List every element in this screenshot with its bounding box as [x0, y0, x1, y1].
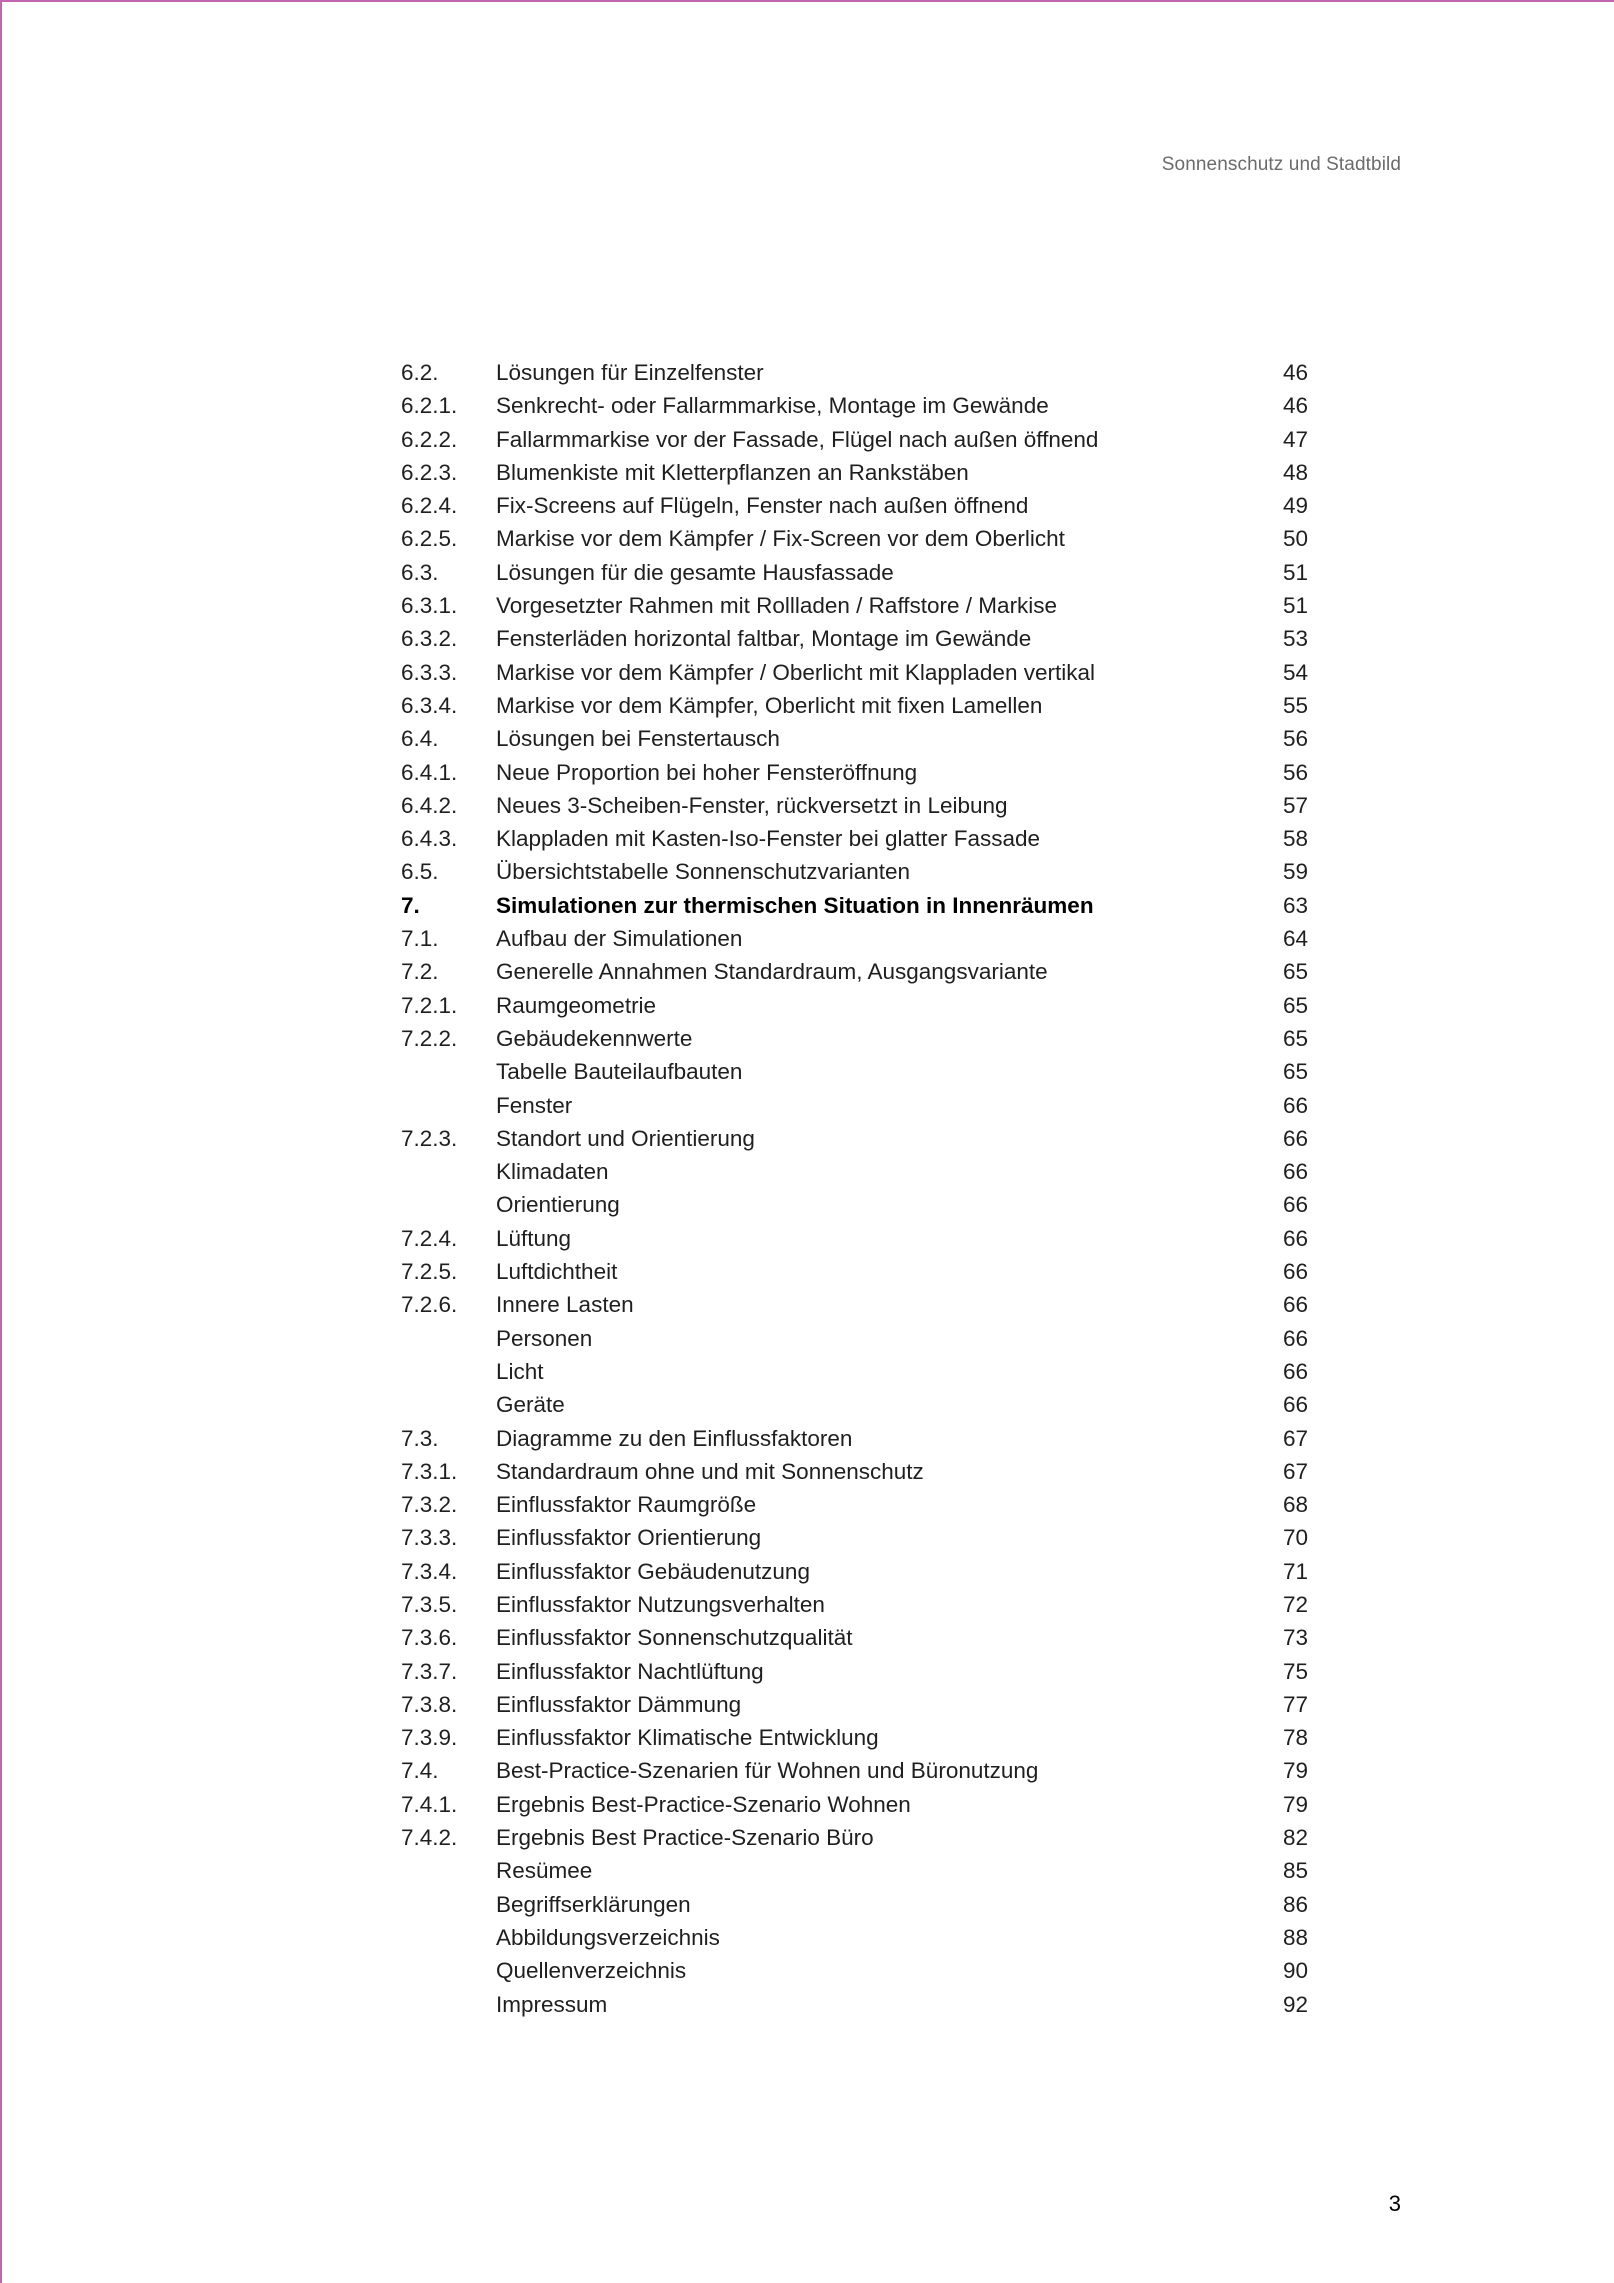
toc-entry-page: 77: [1282, 1691, 1308, 1717]
toc-entry-number: 7.3.9.: [401, 1725, 458, 1751]
toc-entry-title: Einflussfaktor Nutzungsverhalten: [496, 1591, 825, 1617]
toc-entry[interactable]: [401, 1754, 1308, 1787]
toc-entry-title: Innere Lasten: [496, 1292, 634, 1318]
toc-entry-title: Einflussfaktor Nachtlüftung: [496, 1658, 764, 1684]
toc-entry-number: 6.3.2.: [401, 626, 458, 652]
toc-entry-number: 7.3.2.: [401, 1492, 458, 1518]
toc-entry[interactable]: [401, 1621, 1308, 1654]
toc-entry-number: 6.2.5.: [401, 526, 458, 552]
toc-entry[interactable]: [401, 689, 1308, 722]
toc-entry[interactable]: [401, 456, 1308, 489]
toc-entry[interactable]: [401, 1089, 1308, 1122]
table-of-contents: [401, 356, 1308, 2021]
toc-entry-page: 49: [1282, 493, 1308, 519]
toc-entry-number: 7.3.3.: [401, 1525, 458, 1551]
toc-entry-number: 6.3.1.: [401, 593, 458, 619]
toc-entry-page: 63: [1282, 892, 1308, 918]
toc-entry-number: 7.3.: [401, 1425, 439, 1451]
toc-entry[interactable]: [401, 622, 1308, 655]
toc-entry[interactable]: [401, 1888, 1308, 1921]
toc-entry-page: 78: [1282, 1725, 1308, 1751]
toc-entry-number: 7.4.: [401, 1758, 439, 1784]
toc-entry-page: 75: [1282, 1658, 1308, 1684]
toc-entry-title: Begriffserklärungen: [496, 1891, 691, 1917]
toc-entry-number: 6.2.: [401, 360, 439, 385]
toc-entry[interactable]: [401, 922, 1308, 955]
toc-entry-title: Luftdichtheit: [496, 1259, 618, 1285]
toc-entry[interactable]: [401, 1022, 1308, 1055]
toc-entry[interactable]: [401, 1854, 1308, 1887]
toc-entry-title: Markise vor dem Kämpfer, Oberlicht mit fixen Lamellen: [496, 692, 1043, 718]
toc-entry-number: 6.3.: [401, 559, 439, 585]
toc-entry[interactable]: [401, 822, 1308, 855]
toc-entry-number: 6.5.: [401, 859, 439, 885]
toc-entry-page: 47: [1282, 426, 1308, 452]
toc-entry-title: Fallarmmarkise vor der Fassade, Flügel nach außen öffnend: [496, 426, 1099, 452]
toc-entry[interactable]: [401, 889, 1308, 922]
toc-entry-title: Einflussfaktor Klimatische Entwicklung: [496, 1725, 879, 1751]
toc-entry-title: Simulationen zur thermischen Situation in Innenräumen: [496, 892, 1094, 918]
toc-entry-title: Generelle Annahmen Standardraum, Ausgangsvariante: [496, 959, 1048, 985]
toc-entry-number: 7.2.3.: [401, 1125, 458, 1151]
toc-entry-title: Resümee: [496, 1858, 593, 1884]
toc-entry[interactable]: [401, 1388, 1308, 1421]
toc-entry-number: 7.3.8.: [401, 1691, 458, 1717]
toc-entry-title: Blumenkiste mit Kletterpflanzen an Rankstäben: [496, 459, 969, 485]
toc-entry-page: 56: [1282, 759, 1308, 785]
running-header: Sonnenschutz und Stadtbild: [1161, 154, 1401, 175]
toc-entry-title: Standort und Orientierung: [496, 1125, 755, 1151]
toc-entry-page: 65: [1282, 1059, 1308, 1085]
toc-entry-number: 6.4.2.: [401, 792, 458, 818]
toc-entry-page: 50: [1282, 526, 1308, 552]
toc-entry-number: 7.2.5.: [401, 1259, 458, 1285]
toc-entry[interactable]: [401, 356, 1308, 389]
toc-entry-number: 7.2.6.: [401, 1292, 458, 1318]
toc-entry-number: 7.3.6.: [401, 1625, 458, 1651]
toc-entry[interactable]: [401, 423, 1308, 456]
toc-entry-page: 66: [1282, 1092, 1308, 1118]
toc-entry-page: 85: [1282, 1858, 1308, 1884]
toc-entry[interactable]: [401, 1122, 1308, 1155]
toc-entry-page: 67: [1282, 1458, 1308, 1484]
toc-entry-title: Aufbau der Simulationen: [496, 926, 743, 952]
toc-entry-title: Markise vor dem Kämpfer / Oberlicht mit Klappladen vertikal: [496, 659, 1095, 685]
toc-entry-page: 65: [1282, 959, 1308, 985]
toc-entry-page: 90: [1282, 1958, 1308, 1984]
toc-entry-page: 66: [1282, 1392, 1308, 1418]
toc-entry[interactable]: [401, 789, 1308, 822]
toc-entry[interactable]: [401, 1155, 1308, 1188]
toc-entry-number: 6.2.4.: [401, 493, 458, 519]
toc-entry-title: Einflussfaktor Gebäudenutzung: [496, 1558, 810, 1584]
toc-entry-title: Klimadaten: [496, 1159, 609, 1185]
toc-entry-page: 92: [1282, 1991, 1308, 2017]
toc-entry[interactable]: [401, 1455, 1308, 1488]
toc-entry-page: 56: [1282, 726, 1308, 752]
toc-entry-number: 7.2.: [401, 959, 439, 985]
toc-entry-number: 7.3.1.: [401, 1458, 458, 1484]
toc-entry-number: 7.4.2.: [401, 1825, 458, 1851]
toc-entry[interactable]: [401, 1188, 1308, 1221]
toc-entry[interactable]: [401, 1288, 1308, 1321]
toc-entry-page: 55: [1282, 692, 1308, 718]
toc-entry-page: 71: [1282, 1558, 1308, 1584]
toc-entry[interactable]: [401, 1788, 1308, 1821]
toc-entry-page: 66: [1282, 1259, 1308, 1285]
toc-entry-page: 66: [1282, 1225, 1308, 1251]
toc-entry[interactable]: [401, 556, 1308, 589]
toc-entry-title: Licht: [496, 1358, 544, 1384]
toc-entry-page: 79: [1282, 1791, 1308, 1817]
toc-entry-title: Fensterläden horizontal faltbar, Montage im Gewände: [496, 626, 1032, 652]
toc-entry-number: 7.2.2.: [401, 1025, 458, 1051]
toc-entry-page: 46: [1282, 393, 1308, 419]
toc-entry-title: Lösungen für die gesamte Hausfassade: [496, 559, 894, 585]
toc-entry-title: Fix-Screens auf Flügeln, Fenster nach außen öffnend: [496, 493, 1029, 519]
toc-entry-page: 48: [1282, 459, 1308, 485]
toc-entry-title: Ergebnis Best-Practice-Szenario Wohnen: [496, 1791, 911, 1817]
toc-entry[interactable]: [401, 1588, 1308, 1621]
toc-entry-page: 59: [1282, 859, 1308, 885]
toc-entry-number: 7.3.5.: [401, 1591, 458, 1617]
toc-entry-title: Einflussfaktor Raumgröße: [496, 1492, 757, 1518]
toc-entry[interactable]: [401, 1721, 1308, 1754]
toc-entry[interactable]: [401, 1521, 1308, 1554]
toc-entry-number: 6.4.1.: [401, 759, 458, 785]
toc-entry-page: 65: [1282, 1025, 1308, 1051]
toc-entry-number: 7.1.: [401, 926, 439, 952]
toc-entry[interactable]: [401, 955, 1308, 988]
toc-entry-number: 6.4.3.: [401, 826, 458, 852]
toc-entry-page: 67: [1282, 1425, 1308, 1451]
toc-entry[interactable]: [401, 1555, 1308, 1588]
toc-entry-page: 72: [1282, 1591, 1308, 1617]
toc-entry-page: 82: [1282, 1825, 1308, 1851]
toc-entry-number: 6.2.1.: [401, 393, 458, 419]
toc-entry[interactable]: [401, 489, 1308, 522]
toc-entry-page: 46: [1282, 360, 1308, 385]
toc-entry-title: Einflussfaktor Sonnenschutzqualität: [496, 1625, 853, 1651]
toc-entry-title: Neue Proportion bei hoher Fensteröffnung: [496, 759, 918, 785]
toc-entry[interactable]: [401, 1488, 1308, 1521]
toc-entry[interactable]: [401, 589, 1308, 622]
toc-entry-number: 7.: [401, 892, 420, 918]
toc-entry-number: 6.4.: [401, 726, 439, 752]
toc-entry-title: Neues 3-Scheiben-Fenster, rückversetzt in Leibung: [496, 792, 1008, 818]
toc-entry[interactable]: [401, 1422, 1308, 1455]
toc-entry-page: 86: [1282, 1891, 1308, 1917]
toc-entry-title: Geräte: [496, 1392, 565, 1418]
toc-entry-page: 73: [1282, 1625, 1308, 1651]
toc-entry-title: Fenster: [496, 1092, 573, 1118]
toc-entry[interactable]: [401, 756, 1308, 789]
toc-entry-title: Einflussfaktor Dämmung: [496, 1691, 742, 1717]
toc-entry-page: 54: [1282, 659, 1308, 685]
toc-entry-title: Orientierung: [496, 1192, 620, 1218]
toc-entry-title: Klappladen mit Kasten-Iso-Fenster bei glatter Fassade: [496, 826, 1041, 852]
toc-entry-number: 7.4.1.: [401, 1791, 458, 1817]
page-number: 3: [1388, 2191, 1401, 2216]
toc-entry[interactable]: [401, 722, 1308, 755]
toc-entry-title: Vorgesetzter Rahmen mit Rollladen / Raffstore / Markise: [496, 593, 1058, 619]
toc-entry[interactable]: [401, 389, 1308, 422]
toc-entry[interactable]: [401, 1322, 1308, 1355]
toc-entry-title: Impressum: [496, 1991, 608, 2017]
toc-entry-title: Standardraum ohne und mit Sonnenschutz: [496, 1458, 924, 1484]
toc-entry-title: Lösungen für Einzelfenster: [496, 360, 764, 385]
toc-entry[interactable]: [401, 1255, 1308, 1288]
toc-entry-page: 58: [1282, 826, 1308, 852]
toc-entry-page: 66: [1282, 1358, 1308, 1384]
toc-entry-page: 70: [1282, 1525, 1308, 1551]
toc-entry-page: 66: [1282, 1325, 1308, 1351]
toc-entry[interactable]: [401, 1055, 1308, 1088]
toc-entry-number: 6.3.3.: [401, 659, 458, 685]
toc-entry-number: 7.2.1.: [401, 992, 458, 1018]
toc-entry[interactable]: [401, 1821, 1308, 1854]
toc-entry-title: Lösungen bei Fenstertausch: [496, 726, 780, 752]
toc-entry[interactable]: [401, 522, 1308, 555]
toc-entry-title: Markise vor dem Kämpfer / Fix-Screen vor dem Oberlicht: [496, 526, 1065, 552]
toc-entry-page: 68: [1282, 1492, 1308, 1518]
toc-entry-page: 53: [1282, 626, 1308, 652]
toc-entry-page: 66: [1282, 1292, 1308, 1318]
toc-entry-title: Raumgeometrie: [496, 992, 657, 1018]
toc-entry[interactable]: [401, 1988, 1308, 2021]
toc-entry[interactable]: [401, 1921, 1308, 1954]
toc-entry-title: Ergebnis Best Practice-Szenario Büro: [496, 1825, 874, 1851]
toc-entry-page: 57: [1282, 792, 1308, 818]
toc-entry-title: Gebäudekennwerte: [496, 1025, 693, 1051]
toc-entry[interactable]: [401, 1355, 1308, 1388]
toc-entry-page: 88: [1282, 1924, 1308, 1950]
toc-entry-page: 66: [1282, 1159, 1308, 1185]
toc-entry-page: 64: [1282, 926, 1308, 952]
toc-entry-title: Tabelle Bauteilaufbauten: [496, 1059, 743, 1085]
toc-entry-number: 7.3.7.: [401, 1658, 458, 1684]
toc-entry-title: Best-Practice-Szenarien für Wohnen und Büronutzung: [496, 1758, 1039, 1784]
toc-entry-page: 51: [1282, 559, 1308, 585]
toc-entry[interactable]: [401, 1655, 1308, 1688]
toc-entry-page: 79: [1282, 1758, 1308, 1784]
toc-entry[interactable]: [401, 1954, 1308, 1987]
toc-entry-title: Einflussfaktor Orientierung: [496, 1525, 762, 1551]
toc-entry-number: 6.2.2.: [401, 426, 458, 452]
toc-entry-number: 6.2.3.: [401, 459, 458, 485]
toc-entry-page: 65: [1282, 992, 1308, 1018]
toc-entry-page: 66: [1282, 1192, 1308, 1218]
toc-entry-number: 7.2.4.: [401, 1225, 458, 1251]
toc-entry-title: Lüftung: [496, 1225, 572, 1251]
toc-entry[interactable]: [401, 656, 1308, 689]
toc-entry-page: 51: [1282, 593, 1308, 619]
toc-entry-title: Diagramme zu den Einflussfaktoren: [496, 1425, 853, 1451]
toc-entry-title: Senkrecht- oder Fallarmmarkise, Montage im Gewände: [496, 393, 1049, 419]
toc-entry-number: 6.3.4.: [401, 692, 458, 718]
toc-entry-title: Abbildungsverzeichnis: [496, 1924, 720, 1950]
toc-entry[interactable]: [401, 989, 1308, 1022]
toc-entry[interactable]: [401, 1688, 1308, 1721]
toc-entry[interactable]: [401, 1222, 1308, 1255]
toc-entry-title: Übersichtstabelle Sonnenschutzvarianten: [496, 859, 910, 885]
toc-entry-page: 66: [1282, 1125, 1308, 1151]
toc-entry-title: Personen: [496, 1325, 593, 1351]
toc-entry-title: Quellenverzeichnis: [496, 1958, 687, 1984]
toc-entry[interactable]: [401, 855, 1308, 888]
toc-entry-number: 7.3.4.: [401, 1558, 458, 1584]
